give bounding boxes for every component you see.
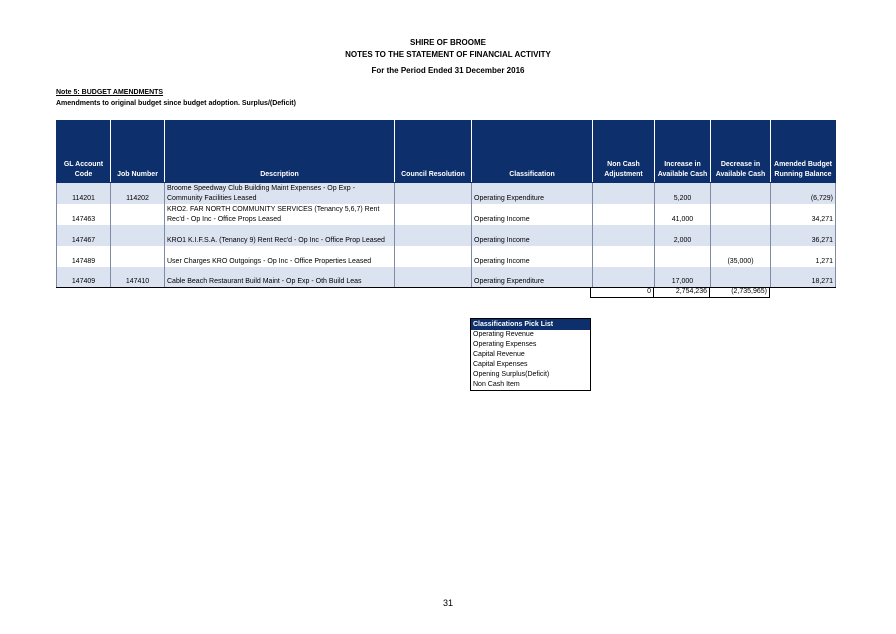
cell-gl: 147409 — [57, 267, 111, 288]
cell-resolution — [395, 267, 472, 288]
cell-resolution — [395, 204, 472, 225]
cell-gl: 147489 — [57, 246, 111, 267]
cell-job: 114202 — [111, 183, 165, 204]
list-item: Non Cash Item — [473, 381, 520, 388]
cell-classification: Operating Income — [472, 204, 593, 225]
table-row — [57, 246, 836, 267]
cell-resolution — [395, 183, 472, 204]
classifications-pick-list — [470, 318, 591, 391]
cell-description: Cable Beach Restaurant Build Maint - Op Exp - Oth Build Leas — [165, 267, 395, 288]
table-row — [57, 204, 836, 225]
cell-gl: 114201 — [57, 183, 111, 204]
cell-description: Broome Speedway Club Building Maint Expenses - Op Exp - Community Facilities Leased — [165, 183, 395, 204]
list-item: Capital Revenue — [473, 351, 525, 358]
col-increase: Increase in Available Cash — [655, 121, 711, 183]
cell-noncash — [593, 204, 655, 225]
cell-job — [111, 204, 165, 225]
cell-decrease — [711, 267, 771, 288]
cell-decrease — [711, 183, 771, 204]
cell-decrease — [711, 204, 771, 225]
col-classification: Classification — [472, 121, 593, 183]
list-item: Operating Expenses — [473, 341, 537, 348]
cell-increase: 17,000 — [655, 267, 711, 288]
col-council-resolution: Council Resolution — [395, 121, 472, 183]
cell-balance: 34,271 — [771, 204, 836, 225]
cell-noncash — [593, 267, 655, 288]
document-title: NOTES TO THE STATEMENT OF FINANCIAL ACTIVITY — [345, 50, 551, 59]
list-item: Operating Revenue — [473, 331, 534, 338]
cell-classification: Operating Expenditure — [472, 267, 593, 288]
org-name: SHIRE OF BROOME — [409, 38, 486, 47]
cell-balance: 36,271 — [771, 225, 836, 246]
total-noncash: 0 — [591, 287, 654, 297]
list-item: Opening Surplus(Deficit) — [473, 371, 550, 378]
budget-amendments-table — [56, 120, 836, 288]
cell-description: KRO2. FAR NORTH COMMUNITY SERVICES (Tenancy 5,6,7) Rent Rec'd - Op Inc - Office Props Leased — [165, 204, 395, 225]
table-row — [57, 183, 836, 204]
cell-noncash — [593, 225, 655, 246]
totals-row — [590, 287, 770, 298]
cell-classification: Operating Expenditure — [472, 183, 593, 204]
cell-description: KRO1 K.I.F.S.A. (Tenancy 9) Rent Rec'd - Op Inc - Office Prop Leased — [165, 225, 395, 246]
cell-decrease — [711, 225, 771, 246]
cell-classification: Operating Income — [472, 225, 593, 246]
cell-job — [111, 225, 165, 246]
col-description: Description — [165, 121, 395, 183]
col-job-number: Job Number — [111, 121, 165, 183]
pick-list-title: Classifications Pick List — [471, 319, 590, 330]
total-decrease: (2,735,965) — [710, 287, 770, 297]
cell-resolution — [395, 246, 472, 267]
cell-increase — [655, 246, 711, 267]
cell-gl: 147463 — [57, 204, 111, 225]
cell-classification: Operating Income — [472, 246, 593, 267]
cell-increase: 5,200 — [655, 183, 711, 204]
cell-increase: 41,000 — [655, 204, 711, 225]
cell-decrease: (35,000) — [711, 246, 771, 267]
note-subtitle: Amendments to original budget since budget adoption. Surplus/(Deficit) — [56, 100, 296, 107]
total-increase: 2,754,236 — [654, 287, 710, 297]
page-number: 31 — [442, 598, 453, 608]
cell-noncash — [593, 183, 655, 204]
cell-job — [111, 246, 165, 267]
cell-balance: 1,271 — [771, 246, 836, 267]
period-label: For the Period Ended 31 December 2016 — [371, 66, 525, 75]
col-non-cash: Non Cash Adjustment — [593, 121, 655, 183]
cell-increase: 2,000 — [655, 225, 711, 246]
cell-description: User Charges KRO Outgoings - Op Inc - Office Properties Leased — [165, 246, 395, 267]
cell-noncash — [593, 246, 655, 267]
list-item: Capital Expenses — [473, 361, 528, 368]
table-header-row — [57, 121, 836, 183]
cell-balance: (6,729) — [771, 183, 836, 204]
table-row — [57, 225, 836, 246]
cell-resolution — [395, 225, 472, 246]
cell-gl: 147467 — [57, 225, 111, 246]
col-balance: Amended Budget Running Balance — [771, 121, 836, 183]
col-decrease: Decrease in Available Cash — [711, 121, 771, 183]
cell-balance: 18,271 — [771, 267, 836, 288]
table-row — [57, 267, 836, 288]
note-title: Note 5: BUDGET AMENDMENTS — [56, 89, 164, 96]
col-gl-code: GL Account Code — [57, 121, 111, 183]
cell-job: 147410 — [111, 267, 165, 288]
